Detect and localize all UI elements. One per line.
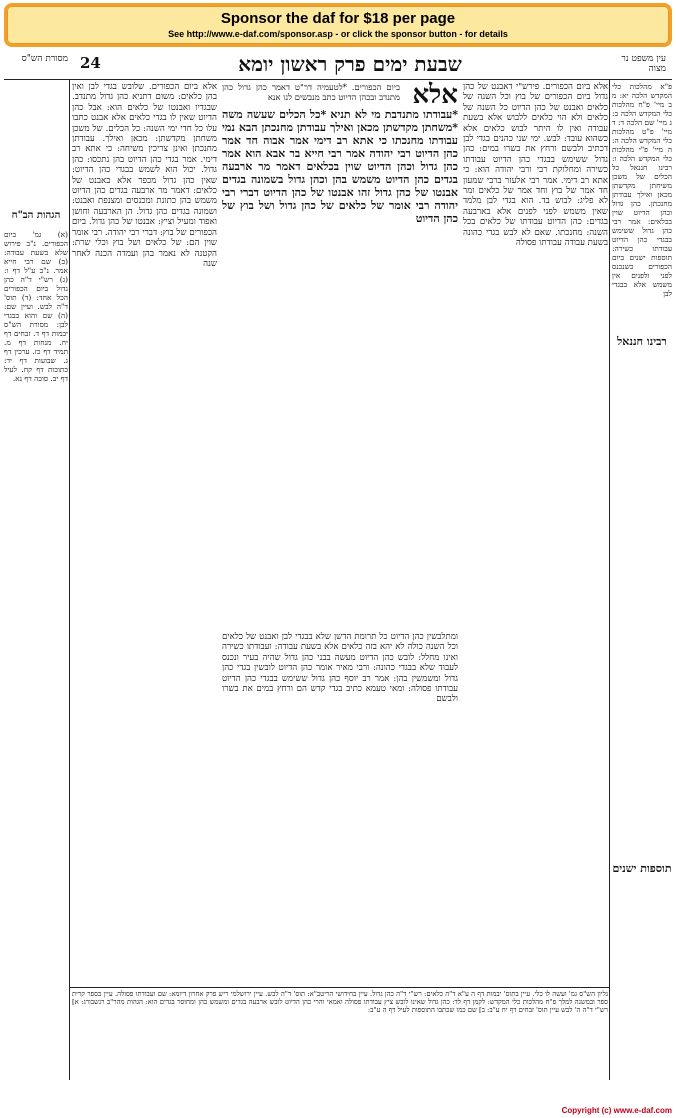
- right-margin-notes: [612, 82, 672, 332]
- page-header: [0, 52, 676, 78]
- header-rule: [4, 79, 672, 80]
- opening-word: אלא: [412, 80, 458, 110]
- rabbeinu-chananel-title: רבינו חננאל: [617, 335, 667, 348]
- header-mesoret-label: מסורת הש"ס: [21, 54, 68, 64]
- sponsor-banner[interactable]: [4, 3, 672, 47]
- gemara-main-text: [222, 108, 458, 630]
- lower-commentary-text: ומתלבשין כהן הדיוט כל תרומת הדשן שלא בבגדי לבן ואבנט של כלאים וכל השנה כולה לא יהא בזה כלאים אלא בשעת עבודה: ועבודתו כשירה ואינו מחלל: לובש כהן הדיוט מעשה בבני כהן גדול שהיה בעיר ונכנס לעבוד שלא בבגדי כהונה: ורבי מאיר אומר כהן הדיוט לובשין בגדי כהן גדול ומשמשין בהן: אמר רב יוסף כהן גדול ששימש בבגדי כהן הדיוט עבודתו פסולה: ומאי טעמא כתיב בגדי קדש הם ורחץ במים את בשרו ולבשם: [222, 632, 458, 705]
- column-divider-2: [609, 80, 610, 1080]
- footer-notes: [72, 990, 608, 1078]
- copyright-link[interactable]: Copyright (c) www.e-daf.com: [561, 1106, 672, 1115]
- sponsor-title[interactable]: Sponsor the daf for $18 per page: [220, 10, 456, 27]
- page-number: 24: [80, 54, 101, 72]
- main-text-top-line: ביום הכפורים. *לטעמיה דר"ט דאמר כהן גדול כהן מתנדב ובכהן הדיוט כתב מנבשים לנו אנא: [222, 82, 400, 102]
- right-margin-text: פ"א מהלכות כלי המקדש הלכה יא: מ ב מיי' פ"ח מהלכות כלי המקדש הלכה ב: ג מיי' שם הלכה ד: ד מיי' פ"ט מהלכות כלי המקדש הלכה ה: ה מיי' פ"י מהלכות כלי המקדש הלכה ו: רבינו חננאל כל הכלים של משכן משיחתן מקדשתן מכאן ואילך עבודתן מחנכתן. כהן גדול וכהן הדיוט שוין בכלאים: אמר רבי כהן גדול ששימש בבגדי כהן הדיוט עבודתו כשירה: תוספות ישנים ביום הכפורים כשנכנס לפני ולפנים אין משמש אלא בבגדי לבן: [612, 82, 672, 298]
- hagahot-title: הגהות הב"ח: [11, 210, 61, 221]
- left-margin-text: (א) גמ' ביום הכפורים. נ"ב פירוש שלא בשעת עבודה: (ב) שם רבי חייא אמר. נ"ב ע"ל דף ו: (ג) רש"י ד"ה כהן גדול ביום הכפורים הכל אחד: (ד) תוס' ד"ה לבש. ועיין שם: (ה) שם והוא בבגדי לבן: מסורת הש"ס יבמות דף ד. זבחים דף יח. מנחות דף מ. תמיד דף כז. ערכין דף ג. שבועות דף יד: כתובות דף קח. לעיל דף יב. סוכה דף נא.: [4, 230, 68, 383]
- lower-commentary: [222, 632, 458, 882]
- rashi-commentary: [72, 82, 217, 987]
- tosafot-yeshanim-title: תוספות ישנים: [612, 862, 672, 875]
- tosafot-text: אלא ביום הכפורים. פירש"י דאבנט של כהן גדול ביום הכפורים של בוץ וכל השנה של כלאים ואבנט של כהן הדיוט כל השנה של כלאים ולא הוי כלאים ללבוש אלא בשעת עבודה ואין לו היתר לבוש כלאים אלא כשהוא עובד: לבש. ימי שני כהנים בגדי לבן דכתיב ולבשם ורחץ את בשרו במים: כהן גדול ששימש בבגדי כהן הדיוט עבודתו כשירה ומחלוקת רבי ורבי יהודה הוא: כי אתא רב דימי. אמר רבי אלעזר ברבי שמעון חד אמר של בוץ וחד אמר של כלאים ומר לא פליג: לבוש בד. הוא בגדי לבן מלמד שאין משמש לפני לפנים אלא בארבעה בגדים: כהן הדיוט עבודתו של כלאים בכל השנה: מחנכתו. שאם לא לבש בגדי כהונה בשעת עבודה עבודתו פסולה: [463, 82, 608, 249]
- tosafot-commentary: [463, 82, 608, 987]
- header-ein-mishpat-label: עין משפט נר מצוה: [621, 54, 666, 74]
- main-text-opening: [222, 80, 458, 110]
- left-margin-notes: [4, 230, 68, 980]
- sponsor-subtitle[interactable]: See http://www.e-daf.com/sponsor.asp - or click the sponsor button - for details: [168, 29, 508, 39]
- footer-notes-text: גליון הש"ס גמ' ועשה לו כלי. עיין בתוס' יבמות דף ה ע"א ד"ה כלאים: רש"י ד"ה כהן גדול. עיין בחידושי הריטב"א: תוס' ד"ה לבש. עיין ירושלמי ריש פרק אחרון דיומא: שם ועבודתו פסולה. עיין בספר קרית ספר ובמשנה למלך פ"ח מהלכות כלי המקדש: לקמן דף לד: כהן גדול שאינו לובש ציץ עבודתו פסולה ואמאי והרי כהן הדיוט לובש ארבעה בגדים ומשמש בהן ומחוסר בגדים הוא: הגהות מהר"ב רנשבורג: א] רש"י ד"ה ה' לבש עיין תוס' זבחים דף יח ע"ב: ב] שם כמו שכתבו התוספות לעיל דף ה ע"ב:: [72, 990, 608, 1015]
- footer-rule: [70, 987, 610, 988]
- rashi-text: אלא ביום הכפורים. שלובש בגדי לבן ואין בהן כלאים: משום דתניא כהן גדול מתנדב. שבגדיו ואבנטו של כלאים הוא: אבל כהן הדיוט שאין לו בגדי כלאים אלא אבנט כתבו עלו כל חדי ימי השנה: כל הכלים. של משכן משחתן מקדשתן: מכאן ואילך. עבודתן מחנכתן ואינן צריכין משיחה: כי אתא רב דימי. אמר בגדי כהן הדיוט בהן נתכסו: כהן גדול. יכול הוא לשמש בבגדי כהן הדיוט: שאין כהן גדול מכפר אלא באבנט של כלאים: דאמר מר ארבעה בגדים כהן הדיוט משמש בהן כתונת ומכנסים ומצנפת ואבנט: ושמונה בגדים כהן גדול. הן הארבעה וחושן ואפוד ומעיל וציץ: אבנטו של כהן גדול. ביום הכפורים של בוץ: דברי רבי יהודה. רבי אומר שוין הם: של כלאים ושל בוץ וכלי שרת: הקטנה לא נאמר בהן ועמדה הכנה לאחר שנה: [72, 82, 217, 269]
- gemara-body: *עבודתו מתנדבת מי לא תניא *כל הכלים שעשה משה *משחתן מקדשתן מכאן ואילך עבודתן מחנכתן הבא נמי עבודתו מחנכתו כי אתא רב דימי אמר אבוה חד אמר כהן הדיוט רבי יהודה אמר רבי חייא בר אבא הוא אמר כהן גדול וכהן הדיוט שוין בכלאים דאמר מר ארבעה בגדים כהן הדיוט משמש בהן וכהן גדול בשמונה בגדים אבנטו של כהן גדול זהו אבנטו של כהן הדיוט דברי רבי יהודה רבי אומר של כלאים של כהן גדול ושל בוץ של כהן הדיוט: [222, 108, 458, 225]
- column-divider-1: [69, 80, 70, 1080]
- chapter-title: שבעת ימים פרק ראשון יומא: [238, 52, 462, 76]
